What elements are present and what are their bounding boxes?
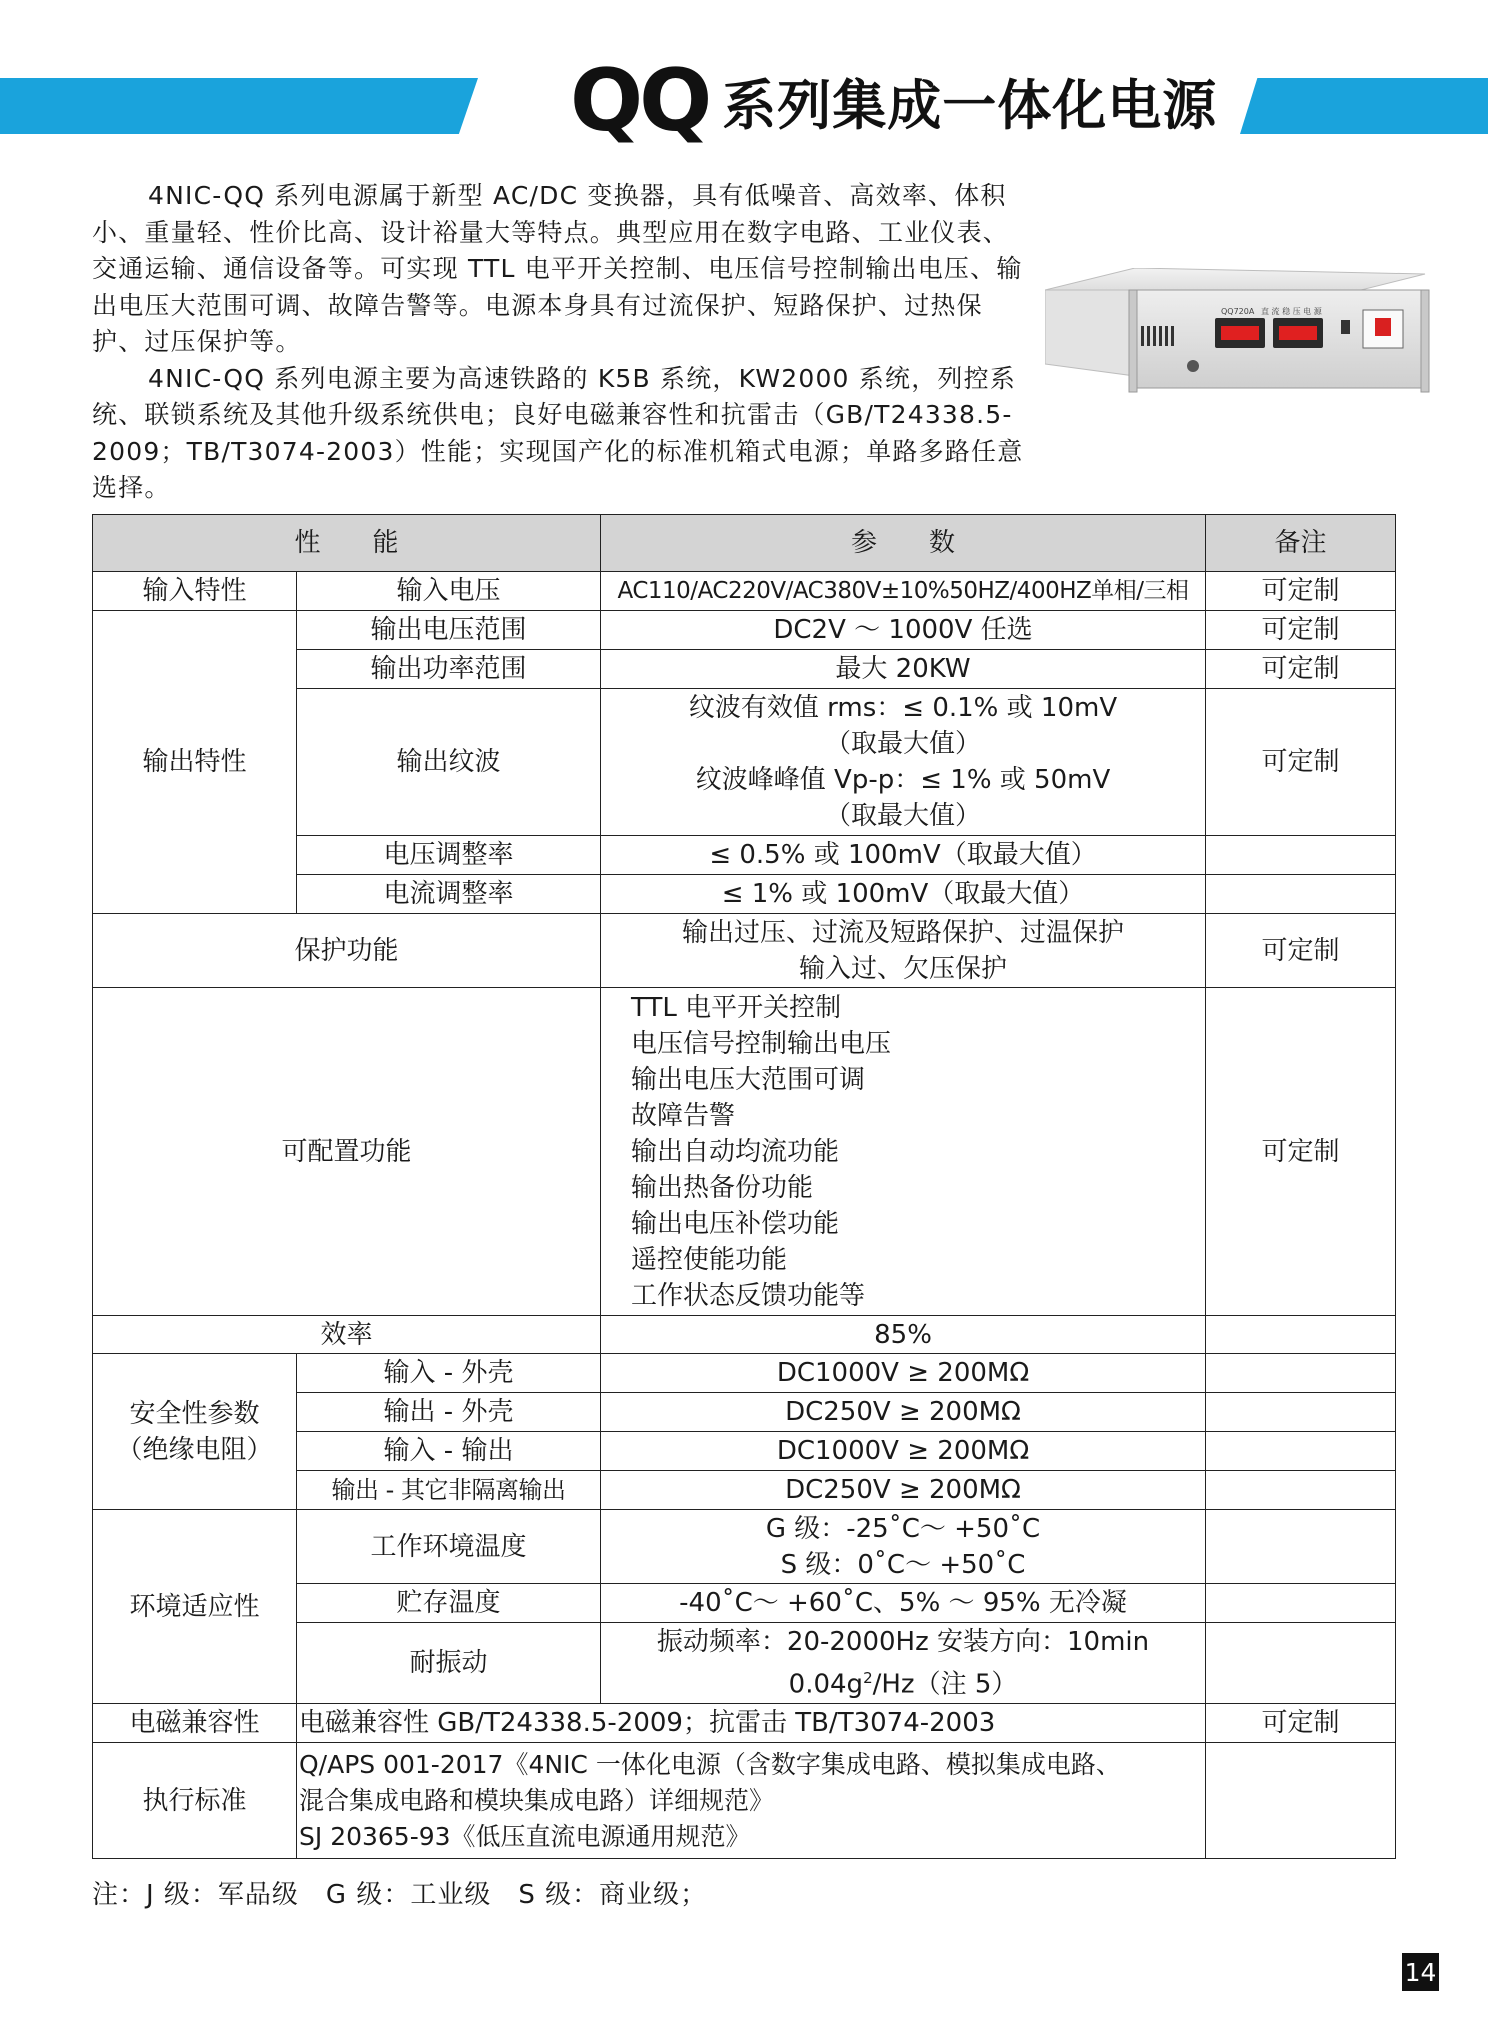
standard-line-2: 混合集成电路和模块集成电路）详细规范》 [299,1785,775,1815]
safety-remark [1206,1354,1396,1393]
output-group: 输出特性 [93,611,297,914]
config-remark: 可定制 [1206,988,1396,1316]
current-reg-remark [1206,875,1396,914]
voltage-reg-value: ≤ 0.5% 或 100mV（取最大值） [601,836,1206,875]
voltage-reg-remark [1206,836,1396,875]
config-features [601,988,1206,1316]
output-power-remark: 可定制 [1206,650,1396,689]
title-chinese: 系列集成一体化电源 [722,73,1218,137]
protection-item: 保护功能 [93,914,601,988]
safety-remark [1206,1471,1396,1510]
standard-line-3: SJ 20365-93《低压直流电源通用规范》 [299,1821,751,1851]
standard-item: 执行标准 [93,1743,297,1859]
input-item: 输入电压 [297,572,601,611]
work-temp-line-2: S 级：0˚C～ +50˚C [780,1549,1026,1580]
standard-line-1: Q/APS 001-2017《4NIC 一体化电源（含数字集成电路、模拟集成电路、 [299,1749,1121,1779]
safety-value: DC1000V ≥ 200MΩ [601,1432,1206,1471]
ripple-remark: 可定制 [1206,689,1396,836]
ripple-line-2: （取最大值） [825,729,982,759]
feature-item: 故障告警 [631,1100,736,1131]
knob-icon [1187,360,1199,372]
safety-value: DC250V ≥ 200MΩ [601,1471,1206,1510]
intro-paragraph-1: 4NIC-QQ 系列电源属于新型 AC/DC 变换器，具有低噪音、高效率、体积小、重量轻、性价比高、设计裕量大等特点。典型应用在数字电路、工业仪表、交通运输、通信设备等。可实现 TTL 电平开关控制、电压信号控制输出电压、输出电压大范围可调、故障告警等。电源本身具有过流保护、短路保护、过热保护、过压保护等。 [92,181,1023,356]
header-performance: 性 能 [93,515,601,572]
output-power-item: 输出功率范围 [297,650,601,689]
table-row [93,988,1396,1316]
feature-item: 工作状态反馈功能等 [631,1280,866,1311]
current-reg-item: 电流调整率 [297,875,601,914]
feature-item: 电压信号控制输出电压 [631,1028,892,1059]
product-image [1045,268,1430,396]
feature-item: 输出自动均流功能 [631,1136,840,1167]
table-row [93,1704,1396,1743]
product-panel-text: 直 流 稳 压 电 源 [1261,307,1322,316]
current-reg-value: ≤ 1% 或 100mV（取最大值） [601,875,1206,914]
product-model-label: QQ720A [1221,307,1255,316]
protection-value [601,914,1206,988]
page-title [570,51,1218,151]
safety-item: 输出 - 外壳 [297,1393,601,1432]
output-voltage-range-value: DC2V ～ 1000V 任选 [601,611,1206,650]
voltage-reg-item: 电压调整率 [297,836,601,875]
feature-item: 输出电压补偿功能 [631,1208,840,1239]
feature-item: TTL 电平开关控制 [631,992,842,1023]
input-remark: 可定制 [1206,572,1396,611]
safety-item: 输入 - 外壳 [297,1354,601,1393]
feature-item: 遥控使能功能 [631,1244,788,1275]
storage-temp-value: -40˚C～ +60˚C、5% ～ 95% 无冷凝 [601,1584,1206,1623]
header-remark: 备注 [1206,515,1396,572]
protection-line-1: 输出过压、过流及短路保护、过温保护 [682,917,1125,948]
safety-value: DC1000V ≥ 200MΩ [601,1354,1206,1393]
ripple-item: 输出纹波 [297,689,601,836]
table-row [93,1743,1396,1859]
safety-item: 输出 - 其它非隔离输出 [297,1471,601,1510]
environment-group: 环境适应性 [93,1510,297,1704]
output-voltage-range-remark: 可定制 [1206,611,1396,650]
output-power-value: 最大 20KW [601,650,1206,689]
table-row [93,1510,1396,1584]
spec-table [92,514,1396,1859]
vibration-item: 耐振动 [297,1623,601,1704]
storage-temp-remark [1206,1584,1396,1623]
intro-paragraph-2: 4NIC-QQ 系列电源主要为高速铁路的 K5B 系统，KW2000 系统，列控系统、联锁系统及其他升级系统供电；良好电磁兼容性和抗雷击（GB/T24338.5-2009；TB/T3074-2003）性能；实现国产化的标准机箱式电源；单路多路任意选择。 [92,363,1024,502]
table-row [93,611,1396,650]
vibration-value [601,1623,1206,1704]
vibration-line-1: 振动频率：20-2000Hz 安装方向：10min [656,1626,1150,1657]
input-value: AC110/AC220V/AC380V±10%50HZ/400HZ单相/三相 [601,572,1206,611]
safety-remark [1206,1393,1396,1432]
safety-remark [1206,1432,1396,1471]
storage-temp-item: 贮存温度 [297,1584,601,1623]
header-params: 参 数 [601,515,1206,572]
ripple-line-1: 纹波有效值 rms：≤ 0.1% 或 10mV [688,693,1118,723]
table-row [93,1354,1396,1393]
work-temp-remark [1206,1510,1396,1584]
header-accent-bar-left [0,78,478,134]
table-row [93,1316,1396,1354]
protection-remark: 可定制 [1206,914,1396,988]
efficiency-value: 85% [601,1316,1206,1354]
vibration-line-2: $0.04g^2/Hz$（注 5） [788,1668,1018,1700]
protection-line-2: 输入过、欠压保护 [799,953,1008,984]
title-latin: QQ [570,51,709,151]
input-group: 输入特性 [93,572,297,611]
table-header-row [93,515,1396,572]
work-temp-item: 工作环境温度 [297,1510,601,1584]
work-temp-value [601,1510,1206,1584]
safety-value: DC250V ≥ 200MΩ [601,1393,1206,1432]
standard-value [297,1743,1206,1859]
config-item: 可配置功能 [93,988,601,1316]
safety-group-line-2: （绝缘电阻） [116,1434,273,1465]
ripple-value [601,689,1206,836]
vibration-remark [1206,1623,1396,1704]
header-accent-bar-right [1240,78,1488,134]
table-row [93,914,1396,988]
safety-group [93,1354,297,1510]
emc-remark: 可定制 [1206,1704,1396,1743]
feature-item: 输出热备份功能 [631,1172,814,1203]
work-temp-line-1: G 级：-25˚C～ +50˚C [765,1513,1041,1544]
safety-item: 输入 - 输出 [297,1432,601,1471]
emc-value: 电磁兼容性 GB/T24338.5-2009；抗雷击 TB/T3074-2003 [297,1704,1206,1743]
efficiency-item: 效率 [93,1316,601,1354]
safety-group-line-1: 安全性参数 [129,1398,260,1429]
footnote: 注：J 级：军品级 G 级：工业级 S 级：商业级； [92,1880,708,1910]
intro-text [92,178,1032,507]
page-number: 14 [1402,1953,1439,1991]
efficiency-remark [1206,1316,1396,1354]
ripple-line-4: （取最大值） [825,801,982,831]
emc-item: 电磁兼容性 [93,1704,297,1743]
standard-remark [1206,1743,1396,1859]
feature-item: 输出电压大范围可调 [631,1064,866,1095]
ripple-line-3: 纹波峰峰值 Vp-p：≤ 1% 或 50mV [695,765,1111,795]
table-row [93,572,1396,611]
output-voltage-range-item: 输出电压范围 [297,611,601,650]
